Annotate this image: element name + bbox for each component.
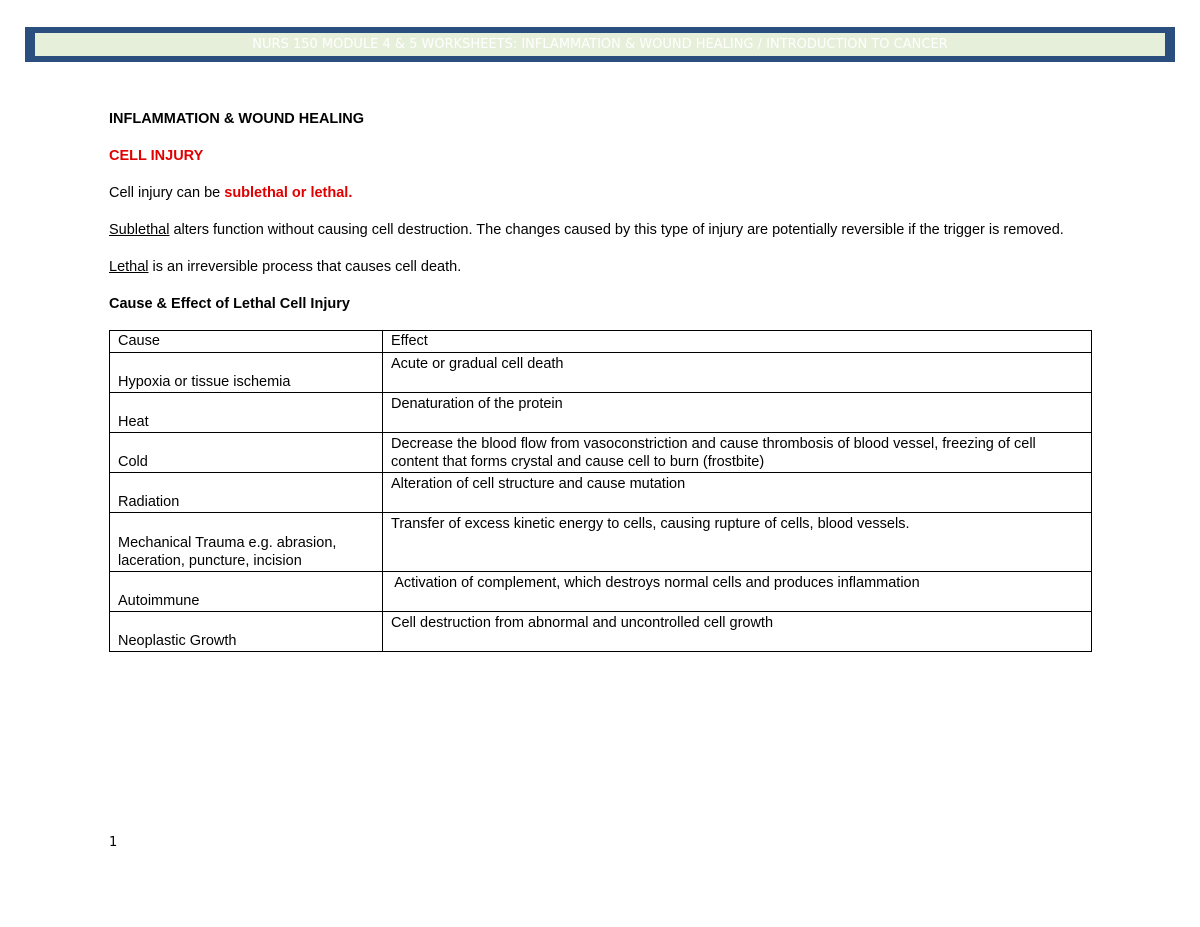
sublethal-text: alters function without causing cell destruction. The changes caused by this type of injury are potentially reversible if the trigger is removed. [169,222,1064,238]
table-cell-effect: Transfer of excess kinetic energy to cells, causing rupture of cells, blood vessels. [383,513,1092,572]
cause-effect-table [109,330,1092,652]
table-cell-effect: Alteration of cell structure and cause mutation [383,473,1092,513]
lethal-paragraph [109,256,1092,278]
intro-prefix: Cell injury can be [109,185,225,201]
table-row [110,353,1092,393]
table-cell-cause: Radiation [110,473,383,513]
page-number: 1 [109,835,118,850]
subsection-title: CELL INJURY [109,148,204,164]
section-title: INFLAMMATION & WOUND HEALING [109,111,365,127]
header-banner [25,27,1175,62]
table-cell-cause: Mechanical Trauma e.g. abrasion, laceration, puncture, incision [110,513,383,572]
intro-paragraph [109,182,1092,204]
table-row [110,473,1092,513]
table-cell-effect: Decrease the blood flow from vasoconstriction and cause thrombosis of blood vessel, freezing of cell content that forms crystal and cause cell to burn (frostbite) [383,433,1092,473]
lethal-term: Lethal [109,259,149,275]
table-cell-effect: Denaturation of the protein [383,393,1092,433]
document-body [109,108,1092,652]
table-row [110,572,1092,612]
intro-emphasis: sublethal or lethal. [224,185,353,201]
table-header-row [110,331,1092,353]
table-header-cause: Cause [110,331,383,353]
table-cell-effect: Activation of complement, which destroys normal cells and produces inflammation [383,572,1092,612]
table-row [110,393,1092,433]
table-header-effect: Effect [383,331,1092,353]
lethal-text: is an irreversible process that causes cell death. [148,259,462,275]
table-row [110,612,1092,652]
sublethal-paragraph [109,219,1092,241]
table-cell-cause: Neoplastic Growth [110,612,383,652]
sublethal-term: Sublethal [109,222,170,238]
table-row [110,513,1092,572]
table-cell-cause: Hypoxia or tissue ischemia [110,353,383,393]
table-cell-effect: Cell destruction from abnormal and uncontrolled cell growth [383,612,1092,652]
header-banner-text: NURS 150 MODULE 4 & 5 WORKSHEETS: INFLAMMATION & WOUND HEALING / INTRODUCTION TO CANCER [35,33,1165,56]
table-cell-cause: Heat [110,393,383,433]
table-cell-effect: Acute or gradual cell death [383,353,1092,393]
table-title: Cause & Effect of Lethal Cell Injury [109,296,350,312]
table-cell-cause: Autoimmune [110,572,383,612]
table-cell-cause: Cold [110,433,383,473]
table-row [110,433,1092,473]
